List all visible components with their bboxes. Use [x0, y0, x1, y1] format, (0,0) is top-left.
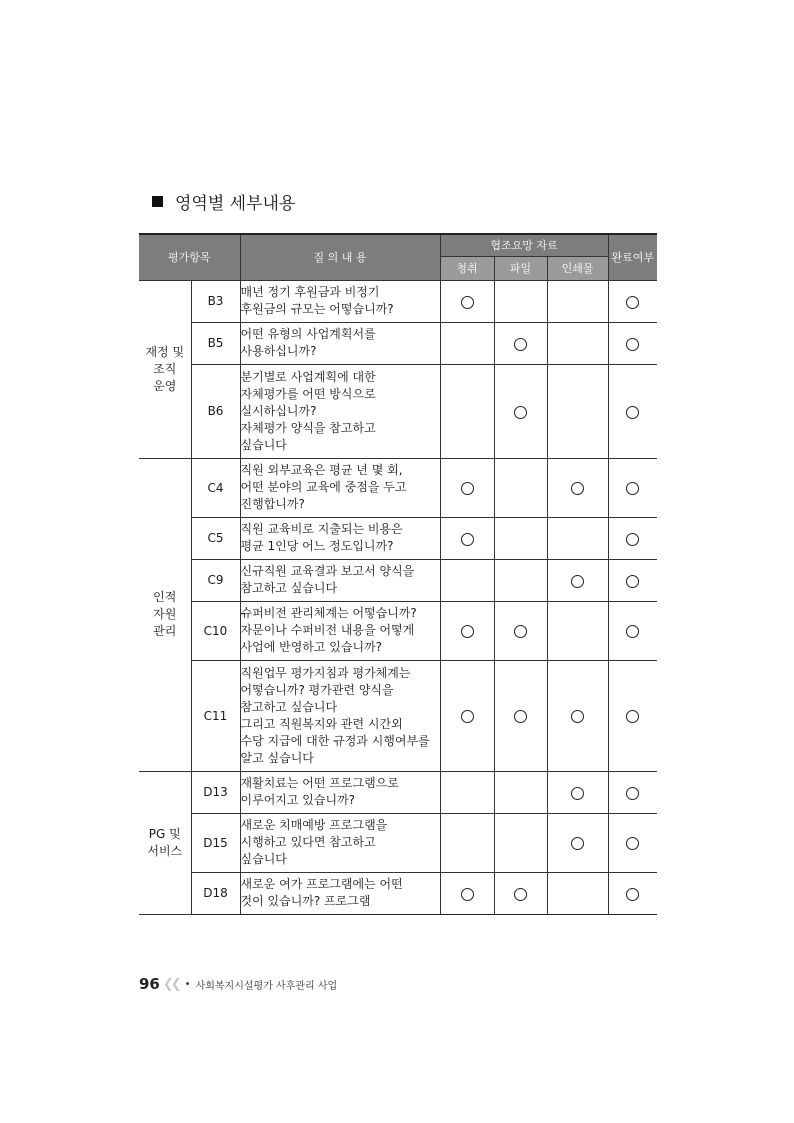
question-line: 시행하고 있다면 참고하고	[240, 835, 376, 849]
listen-mark-cell	[440, 813, 494, 872]
item-code: C11	[191, 660, 240, 771]
question-line: 새로운 여가 프로그램에는 어떤	[240, 877, 403, 891]
file-mark-cell	[494, 364, 547, 458]
table-row	[139, 364, 657, 458]
question-line: 어떤 분야의 교육에 중점을 두고	[240, 480, 407, 494]
square-bullet-icon	[152, 196, 163, 207]
listen-mark-cell	[440, 771, 494, 813]
area-label-line: 재정 및	[145, 344, 185, 359]
circle-mark-icon	[571, 710, 584, 723]
question-line: 신규직원 교육결과 보고서 양식을	[240, 564, 415, 578]
question-line: 분기별로 사업계획에 대한	[240, 369, 376, 384]
question-line: 사업에 반영하고 있습니까?	[240, 640, 383, 654]
table-row	[139, 280, 657, 322]
question-line: 그리고 직원복지와 관련 시간외	[240, 716, 403, 731]
question-cell	[240, 601, 440, 660]
table-row	[139, 559, 657, 601]
question-line: 것이 있습니까? 프로그램	[240, 894, 371, 908]
question-line: 직원업무 평가지침과 평가체계는	[240, 665, 411, 680]
file-mark-cell	[494, 517, 547, 559]
table-row	[139, 517, 657, 559]
print-mark-cell	[547, 872, 608, 914]
file-mark-cell	[494, 660, 547, 771]
item-code: D15	[191, 813, 240, 872]
question-line: 싶습니다	[240, 437, 287, 452]
header-complete: 완료여부	[608, 234, 657, 280]
complete-mark-cell	[608, 601, 657, 660]
area-label-line: 자원	[153, 607, 177, 621]
table-row	[139, 322, 657, 364]
question-line: 어떤 유형의 사업계획서를	[240, 327, 376, 341]
file-mark-cell	[494, 559, 547, 601]
complete-mark-cell	[608, 872, 657, 914]
question-line: 재활치료는 어떤 프로그램으로	[240, 776, 399, 790]
circle-mark-icon	[514, 338, 527, 351]
question-cell	[240, 322, 440, 364]
circle-mark-icon	[461, 888, 474, 901]
listen-mark-cell	[440, 601, 494, 660]
question-line: 사용하십니까?	[240, 344, 317, 358]
circle-mark-icon	[461, 625, 474, 638]
footer-text: 사회복지시설평가 사후관리 사업	[195, 980, 338, 992]
evaluation-table	[139, 233, 657, 915]
area-cell	[139, 771, 191, 914]
circle-mark-icon	[626, 406, 639, 419]
listen-mark-cell	[440, 322, 494, 364]
complete-mark-cell	[608, 458, 657, 517]
question-cell	[240, 771, 440, 813]
print-mark-cell	[547, 322, 608, 364]
question-cell	[240, 517, 440, 559]
question-cell	[240, 280, 440, 322]
double-chevron-icon: ❮❮	[162, 976, 179, 992]
question-line: 직원 외부교육은 평균 년 몇 회,	[240, 463, 403, 477]
complete-mark-cell	[608, 813, 657, 872]
area-cell	[139, 280, 191, 458]
question-line: 진행합니까?	[240, 497, 305, 511]
complete-mark-cell	[608, 771, 657, 813]
question-cell	[240, 458, 440, 517]
item-code: C4	[191, 458, 240, 517]
complete-mark-cell	[608, 364, 657, 458]
item-code: C5	[191, 517, 240, 559]
complete-mark-cell	[608, 559, 657, 601]
circle-mark-icon	[571, 787, 584, 800]
listen-mark-cell	[440, 517, 494, 559]
area-label-line: 관리	[153, 624, 177, 638]
circle-mark-icon	[626, 710, 639, 723]
header-question: 질 의 내 용	[240, 234, 440, 280]
header-materials-group: 협조요망 자료	[440, 234, 608, 256]
print-mark-cell	[547, 601, 608, 660]
circle-mark-icon	[626, 296, 639, 309]
question-cell	[240, 872, 440, 914]
file-mark-cell	[494, 458, 547, 517]
table-row	[139, 601, 657, 660]
table-row	[139, 458, 657, 517]
footer-separator: •	[184, 978, 191, 990]
area-label-line: PG 및	[148, 826, 181, 841]
header-listen: 청취	[440, 256, 494, 280]
listen-mark-cell	[440, 458, 494, 517]
question-line: 평균 1인당 어느 정도입니까?	[240, 539, 394, 553]
question-line: 참고하고 싶습니다	[240, 581, 338, 595]
question-line: 어떻습니까? 평가관련 양식을	[240, 682, 394, 697]
question-line: 싶습니다	[240, 852, 287, 866]
question-cell	[240, 813, 440, 872]
item-code: B5	[191, 322, 240, 364]
print-mark-cell	[547, 660, 608, 771]
circle-mark-icon	[514, 710, 527, 723]
question-line: 매년 정기 후원금과 비정기	[240, 285, 380, 299]
circle-mark-icon	[626, 625, 639, 638]
question-line: 직원 교육비로 지출되는 비용은	[240, 522, 403, 536]
circle-mark-icon	[626, 888, 639, 901]
circle-mark-icon	[514, 888, 527, 901]
item-code: B6	[191, 364, 240, 458]
file-mark-cell	[494, 813, 547, 872]
circle-mark-icon	[626, 482, 639, 495]
area-label-line: 인적	[153, 590, 177, 604]
listen-mark-cell	[440, 280, 494, 322]
item-code: C9	[191, 559, 240, 601]
header-print: 인쇄물	[547, 256, 608, 280]
question-line: 자체평가 양식을 참고하고	[240, 420, 376, 435]
question-cell	[240, 660, 440, 771]
file-mark-cell	[494, 771, 547, 813]
table-row	[139, 771, 657, 813]
print-mark-cell	[547, 517, 608, 559]
question-line: 새로운 치매예방 프로그램을	[240, 818, 388, 832]
section-title-text: 영역별 세부내용	[175, 194, 296, 214]
page-footer	[139, 975, 337, 993]
circle-mark-icon	[626, 533, 639, 546]
circle-mark-icon	[626, 338, 639, 351]
circle-mark-icon	[514, 406, 527, 419]
question-cell	[240, 559, 440, 601]
print-mark-cell	[547, 364, 608, 458]
table-row	[139, 813, 657, 872]
area-label-line: 조직	[153, 361, 177, 376]
print-mark-cell	[547, 559, 608, 601]
print-mark-cell	[547, 771, 608, 813]
circle-mark-icon	[461, 533, 474, 546]
question-line: 참고하고 싶습니다	[240, 699, 338, 714]
question-line: 수당 지급에 대한 규정과 시행여부를	[240, 733, 430, 748]
page-number: 96	[139, 975, 160, 993]
table-row	[139, 660, 657, 771]
circle-mark-icon	[571, 575, 584, 588]
item-code: D13	[191, 771, 240, 813]
question-line: 이루어지고 있습니까?	[240, 793, 356, 807]
table-body	[139, 280, 657, 914]
file-mark-cell	[494, 872, 547, 914]
file-mark-cell	[494, 280, 547, 322]
item-code: C10	[191, 601, 240, 660]
question-line: 실시하십니까?	[240, 403, 317, 418]
file-mark-cell	[494, 601, 547, 660]
area-label-line: 서비스	[147, 843, 183, 858]
complete-mark-cell	[608, 280, 657, 322]
circle-mark-icon	[514, 625, 527, 638]
circle-mark-icon	[571, 837, 584, 850]
listen-mark-cell	[440, 660, 494, 771]
listen-mark-cell	[440, 872, 494, 914]
circle-mark-icon	[571, 482, 584, 495]
file-mark-cell	[494, 322, 547, 364]
circle-mark-icon	[626, 837, 639, 850]
area-cell	[139, 458, 191, 771]
circle-mark-icon	[461, 296, 474, 309]
question-cell	[240, 364, 440, 458]
listen-mark-cell	[440, 364, 494, 458]
listen-mark-cell	[440, 559, 494, 601]
complete-mark-cell	[608, 660, 657, 771]
area-label-line: 운영	[153, 378, 177, 393]
print-mark-cell	[547, 280, 608, 322]
circle-mark-icon	[626, 575, 639, 588]
item-code: B3	[191, 280, 240, 322]
circle-mark-icon	[626, 787, 639, 800]
table-row	[139, 872, 657, 914]
header-file: 파일	[494, 256, 547, 280]
question-line: 자문이나 수퍼비전 내용을 어떻게	[240, 623, 415, 637]
print-mark-cell	[547, 458, 608, 517]
question-line: 알고 싶습니다	[240, 750, 314, 765]
print-mark-cell	[547, 813, 608, 872]
header-area: 평가항목	[139, 234, 240, 280]
item-code: D18	[191, 872, 240, 914]
question-line: 자체평가를 어떤 방식으로	[240, 386, 376, 401]
complete-mark-cell	[608, 322, 657, 364]
complete-mark-cell	[608, 517, 657, 559]
circle-mark-icon	[461, 710, 474, 723]
section-title	[152, 189, 295, 214]
circle-mark-icon	[461, 482, 474, 495]
question-line: 후원금의 규모는 어떻습니까?	[240, 302, 394, 316]
question-line: 슈퍼비전 관리체계는 어떻습니까?	[240, 606, 417, 620]
